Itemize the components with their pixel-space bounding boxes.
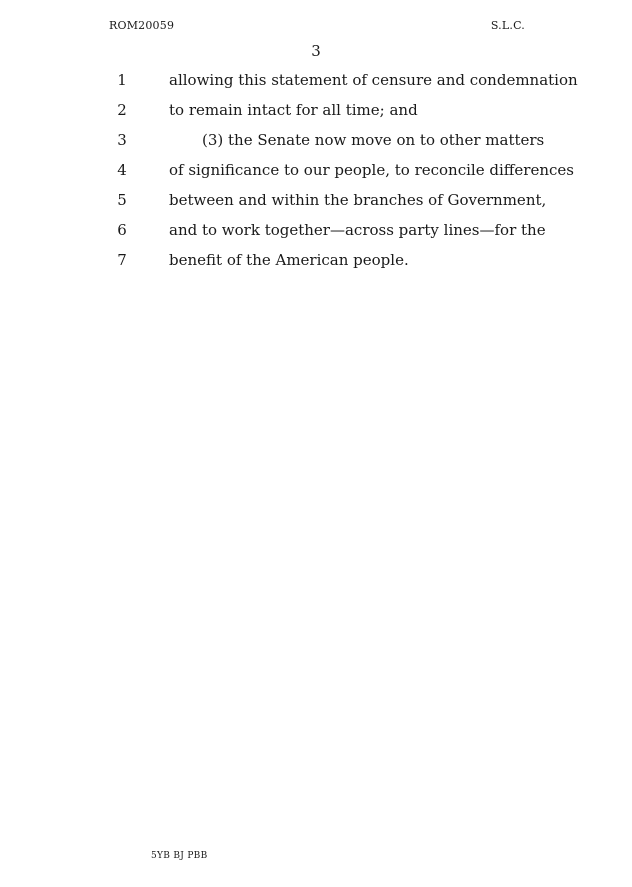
page-number: 3 [311,42,321,60]
line-text: to remain intact for all time; and [169,101,418,119]
line-5 [0,188,632,218]
line-4 [0,158,632,188]
line-1 [0,68,632,98]
line-number: 4 [117,161,127,179]
header-slc: S.L.C. [490,19,525,32]
line-number: 7 [117,251,127,269]
line-number: 2 [117,101,127,119]
line-7 [0,248,632,278]
line-text: (3) the Senate now move on to other matters [202,131,545,149]
numbered-lines [0,68,632,278]
line-number: 3 [117,131,127,149]
line-text: of significance to our people, to reconcile differences [169,161,574,179]
line-number: 1 [117,71,127,89]
header-doc-id: ROM20059 [109,19,175,32]
line-text: and to work together—across party lines—for the [169,221,546,239]
line-text: benefit of the American people. [169,251,409,269]
line-number: 5 [117,191,127,209]
line-2 [0,98,632,128]
footer-code: 5YB BJ PBB [151,851,208,861]
line-text: allowing this statement of censure and condemnation [169,71,578,89]
line-text: between and within the branches of Government, [169,191,547,209]
line-3 [0,128,632,158]
line-6 [0,218,632,248]
line-number: 6 [117,221,127,239]
